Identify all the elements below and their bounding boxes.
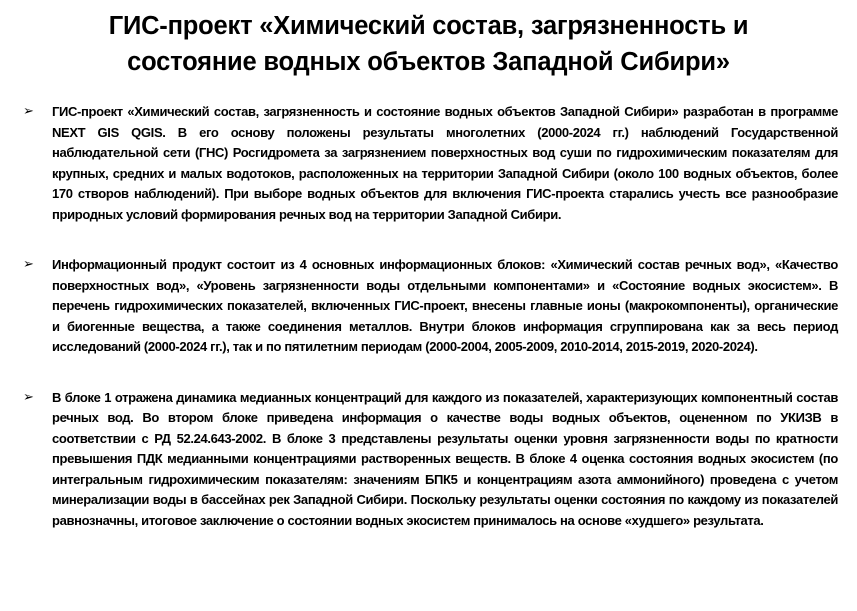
slide-title (40, 8, 817, 80)
bullet-text-3: В блоке 1 отражена динамика медианных концентраций для каждого из показателей, характеризующих компонентный состав речных вод. Во втором блоке приведена информация о качестве воды водных объектов, оцененном по УКИЗВ в соответствии с РД 52.24.643-2002. В блоке 3 представлены результаты оценки уровня загрязненности воды по кратности превышения ПДК медианными концентрациями растворенных веществ. В блоке 4 оценка состояния водных экосистем (по интегральным гидрохимическим показателям: значениям БПК5 и концентрациям азота аммонийного) проведена с учетом минерализации воды в бассейнах рек Западной Сибири. Поскольку результаты оценки состояния по каждому из показателей равнозначны, итоговое заключение о состоянии водных экосистем принималось на основе «худшего» результата. (52, 389, 838, 528)
bullet-item (20, 102, 838, 225)
arrowhead-bullet-icon: ➢ (23, 104, 34, 119)
slide-title-line-2: состояние водных объектов Западной Сибири» (127, 48, 730, 76)
bullet-item (20, 388, 838, 532)
arrowhead-bullet-icon: ➢ (23, 389, 34, 405)
bullet-text-1: ГИС-проект «Химический состав, загрязненность и состояние водных объектов Западной Сибири» разработан в программе NEXT GIS QGIS. В его основу положены результаты многолетних (2000-2024 гг.) наблюдений Государственной наблюдательной сети (ГНС) Росгидромета за загрязнением поверхностных вод суши по гидрохимическим показателям для крупных, средних и малых водотоков, расположенных на территории Западной Сибири (около 100 водных объектов, более 170 створов наблюдений). При выборе водных объектов для включения ГИС-проекта старались учесть все разнообразие природных условий формирования речных вод на территории Западной Сибири. (52, 104, 838, 222)
bullet-text-2: Информационный продукт состоит из 4 основных информационных блоков: «Химический состав речных вод», «Качество поверхностных вод», «Уровень загрязненности воды отдельными компонентами» и «Состояние водных экосистем». В перечень гидрохимических показателей, включенных ГИС-проект, внесены главные ионы (макрокомпоненты), органические и биогенные вещества, а также соединения металлов. Внутри блоков информация сгруппирована как за весь период исследований (2000-2024 гг.), так и по пятилетним периодам (2000-2004, 2005-2009, 2010-2014, 2015-2019, 2020-2024). (52, 257, 838, 354)
bullet-list (20, 102, 838, 561)
bullet-item (20, 255, 838, 358)
slide-title-line-1: ГИС-проект «Химический состав, загрязненность и (108, 12, 749, 40)
arrowhead-bullet-icon: ➢ (23, 257, 34, 272)
